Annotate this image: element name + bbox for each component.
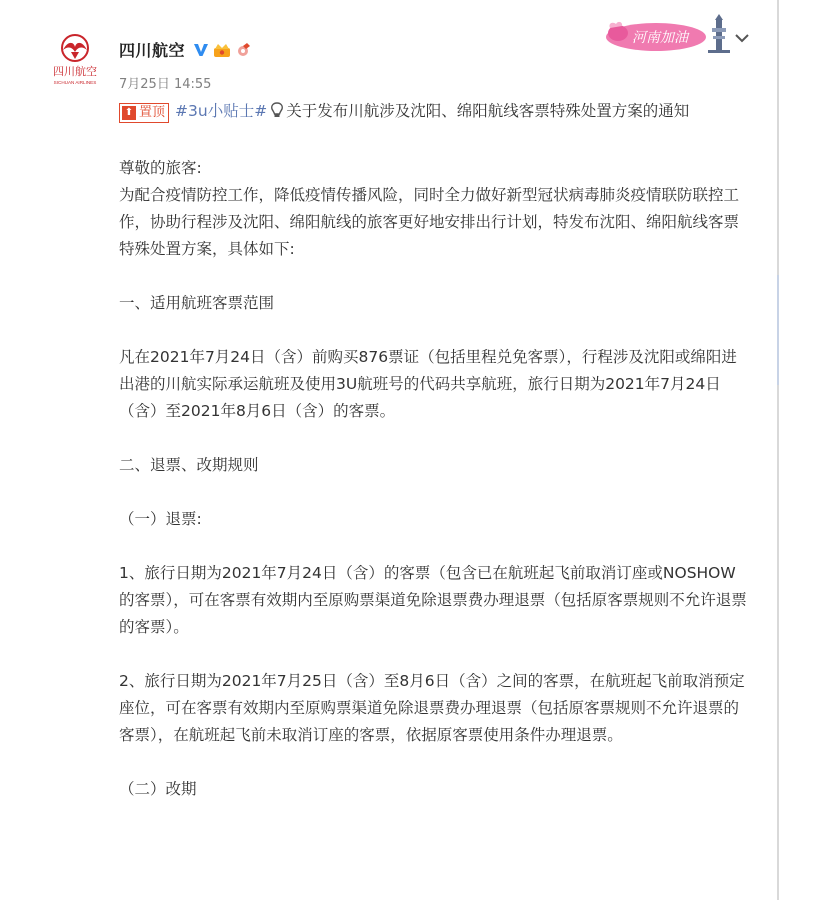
pin-label: 置顶 bbox=[139, 105, 166, 120]
henan-campaign-badge[interactable] bbox=[604, 14, 736, 56]
greeting: 尊敬的旅客: bbox=[119, 159, 202, 177]
tower-icon bbox=[708, 14, 730, 53]
post-title-line bbox=[119, 98, 751, 125]
author-name[interactable]: 四川航空 bbox=[119, 41, 186, 60]
lightbulb-icon bbox=[270, 102, 284, 118]
pinned-tag bbox=[119, 103, 169, 123]
change-heading: （二）改期 bbox=[119, 780, 197, 798]
member-crown-icon[interactable] bbox=[213, 42, 231, 58]
refund-rule-2: 2、旅行日期为2021年7月25日（含）至8月6日（含）之间的客票，在航班起飞前取消预定座位，可在客票有效期内至原购票渠道免除退票费办理退票（包括原客票规则不允许退票的客票），在航班起飞前未取消订座的客票，依据原客票使用条件办理退票。 bbox=[119, 672, 745, 744]
section1-body: 凡在2021年7月24日（含）前购买876票证（包括里程兑免客票），行程涉及沈阳或绵阳进出港的川航实际承运航班及使用3U航班号的代码共享航班，旅行日期为2021年7月24日（含）至2021年8月6日（含）的客票。 bbox=[119, 348, 737, 420]
avatar[interactable] bbox=[44, 30, 106, 92]
refund-rule-1: 1、旅行日期为2021年7月24日（含）的客票（包含已在航班起飞前取消订座或NOSHOW的客票），可在客票有效期内至原购票渠道免除退票费办理退票（包括原客票规则不允许退票的客票）。 bbox=[119, 564, 747, 636]
avatar-logo-subtext: SICHUAN AIRLINES bbox=[53, 80, 97, 85]
intro-paragraph: 为配合疫情防控工作，降低疫情传播风险，同时全力做好新型冠状病毒肺炎疫情联防联控工作，协助行程涉及沈阳、绵阳航线的旅客更好地安排出行计划，特发布沈阳、绵阳航线客票特殊处置方案，具体如下: bbox=[119, 186, 740, 258]
verified-v-icon bbox=[193, 42, 209, 58]
pin-top-icon: ⬆ bbox=[122, 106, 136, 120]
sichuan-airlines-bird-icon bbox=[62, 35, 88, 61]
post-title: 关于发布川航涉及沈阳、绵阳航线客票特殊处置方案的通知 bbox=[286, 102, 690, 120]
author-line bbox=[119, 38, 253, 61]
hashtag-link[interactable]: #3u小贴士# bbox=[175, 102, 268, 120]
section1-heading: 一、适用航班客票范围 bbox=[119, 294, 275, 312]
fan-badge-icon[interactable] bbox=[235, 42, 253, 58]
post-timestamp[interactable]: 7月25日 14:55 bbox=[119, 77, 212, 92]
section2-heading: 二、退票、改期规则 bbox=[119, 456, 259, 474]
right-divider bbox=[777, 0, 779, 900]
post-content bbox=[119, 98, 751, 803]
refund-heading: （一）退票: bbox=[119, 510, 202, 528]
chevron-down-icon[interactable] bbox=[733, 29, 751, 47]
campaign-badge-text: 河南加油 bbox=[632, 30, 688, 46]
scroll-accent bbox=[777, 275, 779, 385]
avatar-logo-text: 四川航空 bbox=[53, 65, 97, 78]
